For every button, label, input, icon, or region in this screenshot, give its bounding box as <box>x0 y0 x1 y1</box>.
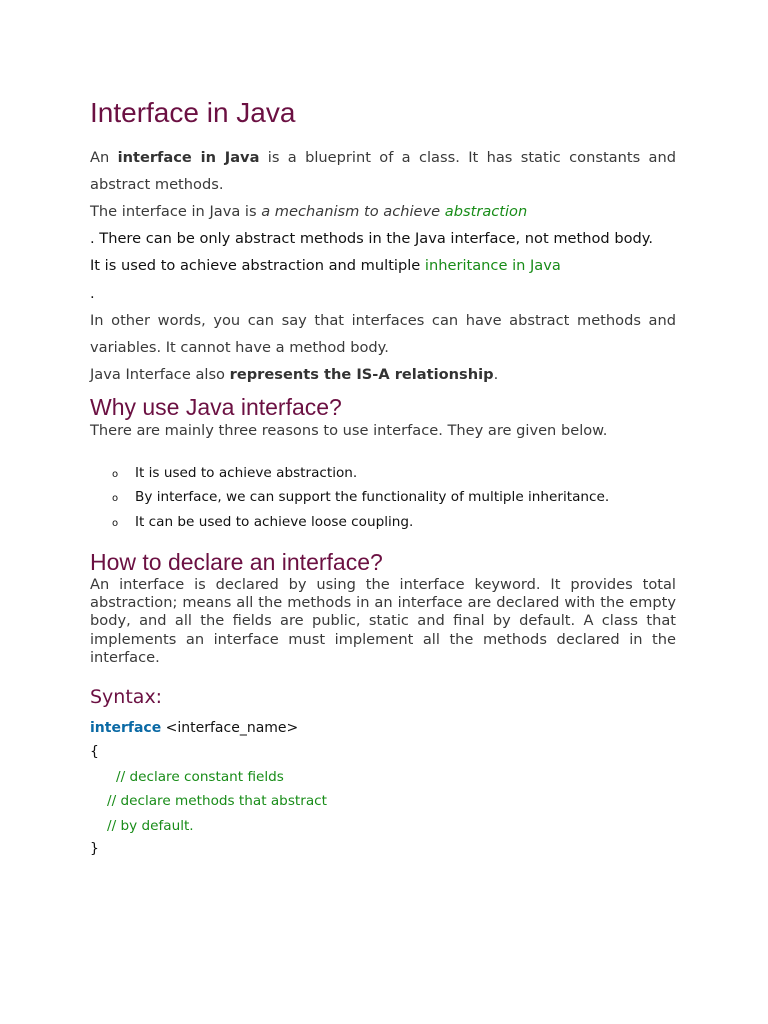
list-item: o It can be used to achieve loose coupling. <box>112 514 414 530</box>
intro-multiple-inheritance-line: It is used to achieve abstraction and multiple inheritance in Java <box>90 257 561 274</box>
declare-text: An interface is declared by using the interface keyword. It provides total abstraction; means all the methods in an interface are declared with the empty body, and all the fields are public, static and final by default. A class that implements an interface must implement all the methods declared in the interface. <box>90 576 676 666</box>
syntax-heading: Syntax: <box>90 686 163 708</box>
intro-dot-line: . <box>90 285 95 302</box>
page-title: Interface in Java <box>90 97 296 128</box>
intro-line-1: An interface in Java is a blueprint of a class. It has static constants and <box>90 149 676 166</box>
why-heading: Why use Java interface? <box>90 394 342 420</box>
is-a-line: Java Interface also represents the IS-A relationship. <box>90 366 499 383</box>
code-comment-default: // by default. <box>107 818 194 834</box>
other-words-line-2: variables. It cannot have a method body. <box>90 339 389 356</box>
code-open-brace: { <box>90 744 99 760</box>
bullet-icon: o <box>112 469 119 480</box>
code-close-brace: } <box>90 841 99 857</box>
bullet-icon: o <box>112 518 119 529</box>
declare-heading: How to declare an interface? <box>90 549 383 575</box>
is-a-bold: represents the IS-A relationship <box>229 366 494 383</box>
code-comment-fields: // declare constant fields <box>116 769 284 785</box>
intro-line-2: abstract methods. <box>90 176 224 193</box>
list-item: o It is used to achieve abstraction. <box>112 465 358 481</box>
intro-mechanism-line: The interface in Java is a mechanism to achieve abstraction <box>90 203 528 220</box>
interface-keyword: interface <box>90 720 162 736</box>
intro-only-abstract-line: . There can be only abstract methods in the Java interface, not method body. <box>90 230 653 247</box>
code-declaration-line: interface <interface_name> <box>90 720 299 736</box>
list-item: o By interface, we can support the functionality of multiple inheritance. <box>112 489 610 505</box>
inheritance-link[interactable]: inheritance in Java <box>424 257 561 274</box>
why-text: There are mainly three reasons to use interface. They are given below. <box>90 422 608 439</box>
intro-bold-term: interface in Java <box>117 149 260 166</box>
bullet-icon: o <box>112 493 119 504</box>
other-words-line-1: In other words, you can say that interfaces can have abstract methods and <box>90 312 676 329</box>
abstraction-link[interactable]: abstraction <box>444 203 528 220</box>
code-comment-methods: // declare methods that abstract <box>107 793 327 809</box>
